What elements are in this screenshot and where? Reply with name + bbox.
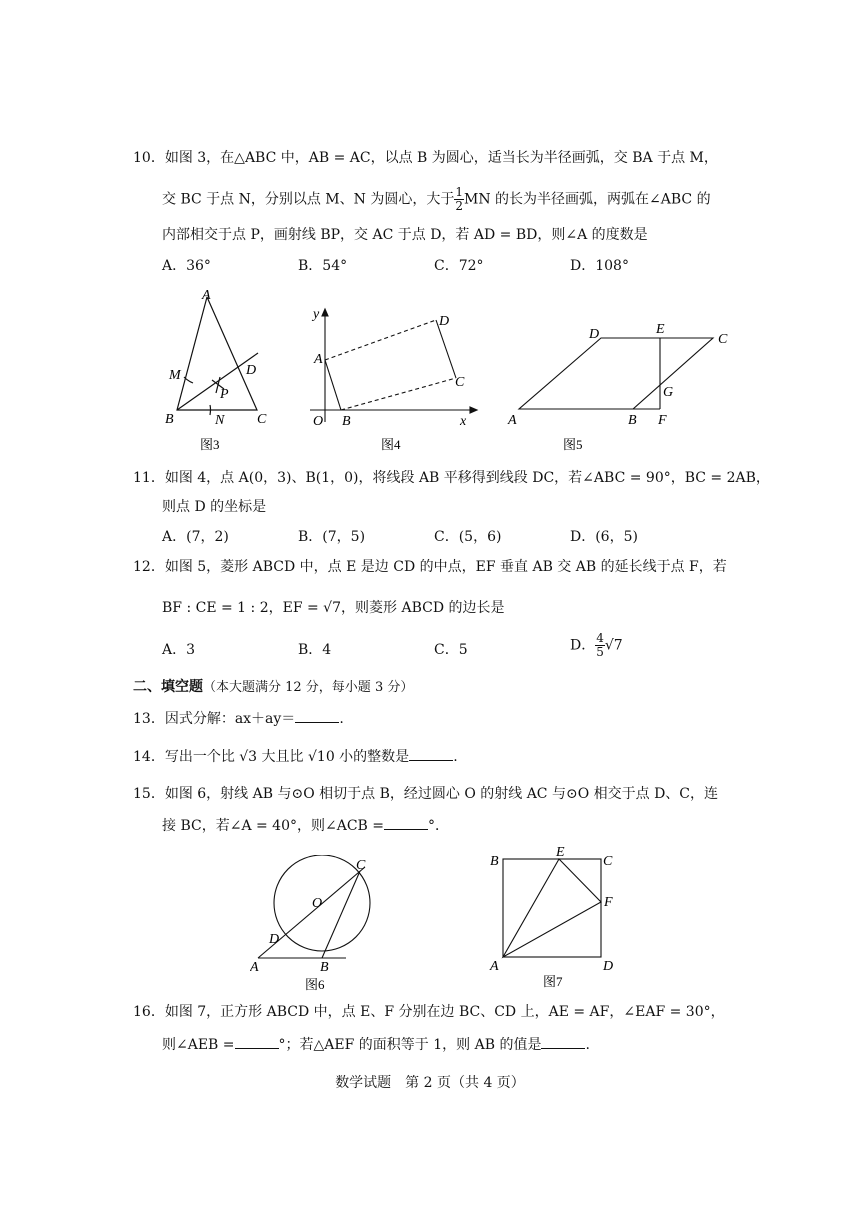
- fig3-label-d: D: [246, 363, 257, 378]
- fig6-label-o: O: [312, 896, 323, 911]
- fig6-label-a: A: [250, 960, 259, 975]
- q15-line2-text: 接 BC，若∠A = 40°，则∠ACB =: [162, 818, 385, 834]
- fig3-label-b: B: [165, 412, 174, 427]
- frac-numerator: 1: [455, 185, 463, 199]
- fig4-label-y: y: [313, 307, 320, 322]
- triangle-abc: [177, 297, 257, 410]
- fig3-label-p: P: [220, 387, 229, 402]
- fig4-caption: 图4: [381, 437, 401, 452]
- x-arrow-icon: [470, 407, 477, 413]
- q12-option-d-prefix: D．: [570, 637, 596, 654]
- q14-end: .: [453, 749, 458, 765]
- fig4-label-b: B: [342, 414, 351, 429]
- fig6-label-b: B: [320, 960, 329, 975]
- q15-answer-blank[interactable]: [384, 815, 428, 830]
- q15-end: °．: [428, 818, 450, 834]
- q11-line1: 11．如图 4，点 A(0，3)、B(1，0)，将线段 AB 平移得到线段 DC，若∠ABC = 90°，BC = 2AB，: [133, 470, 770, 486]
- fig5-label-f: F: [658, 413, 667, 428]
- fig7-label-f: F: [604, 895, 613, 910]
- fig5-label-g: G: [663, 385, 674, 400]
- q15-line2: [162, 815, 449, 836]
- q13-line: [133, 708, 344, 729]
- fig3-label-a: A: [202, 288, 211, 303]
- dashed-bc: [341, 378, 456, 410]
- q11-option-b: B．(7，5): [298, 529, 366, 545]
- q10-line2: [162, 186, 711, 213]
- q16-answer-blank-1[interactable]: [235, 1034, 279, 1049]
- fig5-label-b: B: [628, 413, 637, 428]
- q10-line2-a: 交 BC 于点 N，分别以点 M、N 为圆心，大于: [162, 191, 455, 208]
- figure-6: [250, 855, 380, 995]
- q16-line2-b: °；若△AEF 的面积等于 1，则 AB 的值是: [278, 1037, 542, 1053]
- fig3-label-m: M: [169, 368, 181, 383]
- q10-line1: 10．如图 3，在△ABC 中，AB = AC，以点 B 为圆心，适当长为半径画弧，交 BA 于点 M，: [133, 150, 718, 166]
- figure-4: [305, 300, 485, 458]
- q14-answer-blank[interactable]: [409, 746, 453, 761]
- fig3-label-c: C: [257, 412, 267, 427]
- fig3-label-n: N: [215, 413, 225, 428]
- fig4-label-a: A: [314, 352, 323, 367]
- q14-line: [133, 746, 458, 767]
- q16-end: .: [585, 1037, 590, 1053]
- fig7-label-e: E: [556, 845, 565, 860]
- q13-answer-blank[interactable]: [295, 708, 339, 723]
- q10-fraction: [454, 186, 464, 213]
- q10-line2-b: MN 的长为半径画弧，两弧在∠ABC 的: [464, 191, 711, 208]
- fig6-label-c: C: [356, 858, 366, 873]
- q12-line1: 12．如图 5，菱形 ABCD 中，点 E 是边 CD 的中点，EF 垂直 AB 交 AB 的延长线于点 F，若: [133, 559, 727, 575]
- q10-option-a: A．36°: [162, 258, 211, 274]
- q10-option-d: D．108°: [570, 258, 629, 274]
- fig4-label-c: C: [455, 375, 465, 390]
- q12-line2: BF : CE = 1 : 2，EF = √7，则菱形 ABCD 的边长是: [162, 600, 505, 616]
- fig6-label-d: D: [269, 932, 280, 947]
- frac-denominator: 5: [596, 645, 604, 659]
- fig7-label-b: B: [490, 854, 499, 869]
- fig3-caption: 图3: [200, 437, 220, 452]
- section-2-title: 二、填空题: [133, 679, 203, 695]
- q10-option-b: B．54°: [298, 258, 348, 274]
- q12-option-d-fraction: [595, 632, 605, 659]
- triangle-aef: [503, 859, 601, 957]
- q16-line2: [162, 1034, 590, 1055]
- figure-3: [160, 283, 280, 458]
- q16-line2-a: 则∠AEB =: [162, 1037, 235, 1053]
- q10-option-c: C．72°: [434, 258, 484, 274]
- fig5-label-c: C: [718, 332, 728, 347]
- section-2-heading: [133, 677, 413, 698]
- y-arrow-icon: [322, 309, 328, 316]
- q11-option-c: C．(5，6): [434, 529, 502, 545]
- q16-line1: 16．如图 7，正方形 ABCD 中，点 E、F 分别在边 BC、CD 上，AE = AF，∠EAF = 30°，: [133, 1004, 725, 1020]
- q10-line3: 内部相交于点 P，画射线 BP，交 AC 于点 D，若 AD = BD，则∠A 的度数是: [162, 227, 648, 243]
- frac-numerator: 4: [596, 631, 604, 645]
- fig5-label-d: D: [589, 327, 600, 342]
- segment-ab: [325, 360, 341, 410]
- section-2-note: （本大题满分 12 分，每小题 3 分）: [203, 680, 414, 695]
- fig5-label-e: E: [656, 322, 665, 337]
- fig5-caption: 图5: [563, 437, 583, 452]
- page-footer: 数学试题 第 2 页（共 4 页）: [335, 1075, 525, 1091]
- fig5-label-a: A: [508, 413, 517, 428]
- fig4-label-d: D: [439, 314, 450, 329]
- q12-option-b: B．4: [298, 642, 332, 658]
- q12-option-c: C．5: [434, 642, 468, 658]
- fig7-label-d: D: [603, 959, 614, 974]
- q16-answer-blank-2[interactable]: [541, 1034, 585, 1049]
- frac-denominator: 2: [455, 199, 463, 213]
- fig7-caption: 图7: [543, 974, 563, 989]
- fig7-label-c: C: [603, 854, 613, 869]
- q15-line1: 15．如图 6，射线 AB 与⊙O 相切于点 B，经过圆心 O 的射线 AC 与⊙O 相交于点 D、C，连: [133, 786, 719, 802]
- arc-n: [210, 405, 211, 415]
- q12-option-d-root: √7: [604, 637, 623, 654]
- dashed-ad: [325, 320, 436, 360]
- q12-option-d: [570, 632, 623, 659]
- fig4-label-x: x: [460, 414, 467, 429]
- rhombus-abcd: [519, 338, 713, 409]
- q12-option-a: A．3: [162, 642, 196, 658]
- q11-line2: 则点 D 的坐标是: [162, 499, 267, 515]
- fig7-label-a: A: [490, 959, 499, 974]
- fig4-label-o: O: [313, 414, 324, 429]
- square-abcd: [503, 859, 601, 957]
- q11-option-a: A．(7，2): [162, 529, 229, 545]
- q11-option-d: D．(6，5): [570, 529, 638, 545]
- q14-text: 14．写出一个比 √3 大且比 √10 小的整数是: [133, 749, 410, 765]
- q13-text: 13．因式分解：ax＋ay＝: [133, 711, 296, 727]
- figure-7: [485, 842, 625, 992]
- fig6-caption: 图6: [305, 977, 325, 992]
- figure-5: [505, 318, 735, 458]
- q13-end: .: [339, 711, 344, 727]
- segment-bc: [322, 871, 360, 958]
